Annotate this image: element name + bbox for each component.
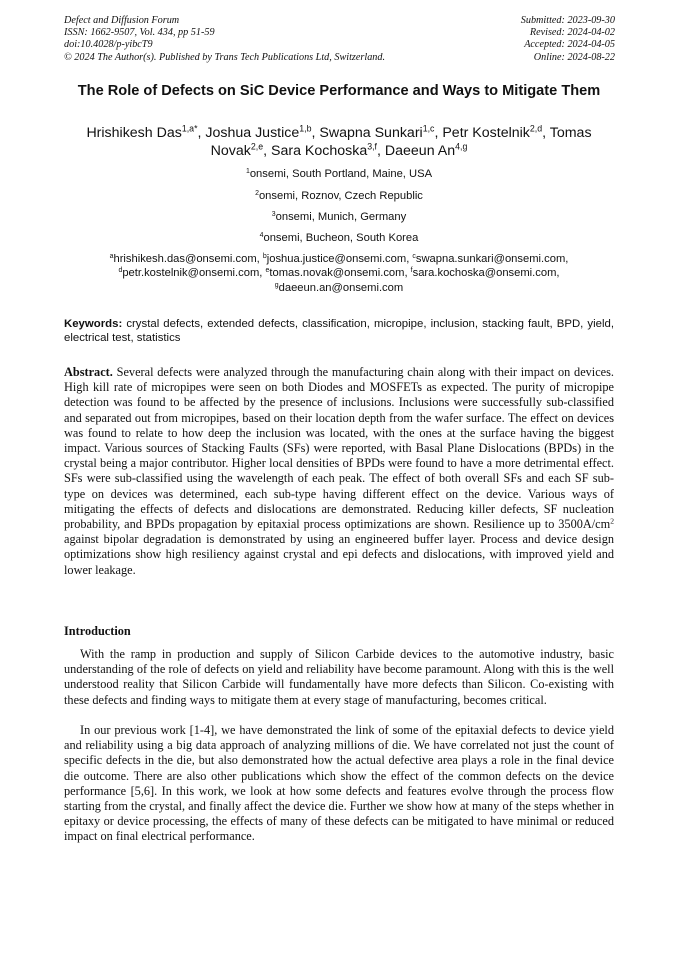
author-list: Hrishikesh Das$^{1,a*}$, Joshua Justice$^{1,b}$, Swapna Sunkari$^{1,c}$, Petr Kostelnik$^{2,d}$, Tomas Novak$^{2,e}$, Sara Kochoska$^{3,f}$, Daeeun An$^{4,g}$ — [86, 123, 592, 159]
email-mark: d — [118, 267, 123, 275]
email-link[interactable]: daeeun.an@onsemi.com — [278, 281, 404, 294]
author-affiliation-mark: 1,b — [299, 123, 312, 134]
intro-paragraph: With the ramp in production and supply of Silicon Carbide devices to the automotive industry, basic understanding of the role of defects on yield and reliability have become paramount. Along with this is the well understood reality that Silicon Carbide will fundamentally have more defects than Silicon. Co-existing with these defects and finding ways to mitigate them at every stage of manufacturing, becomes critical. — [64, 647, 614, 707]
email-link[interactable]: tomas.novak@onsemi.com — [269, 267, 405, 280]
intro-paragraph: In our previous work [1-4], we have demonstrated the link of some of the epitaxial defects to device yield and reliability using a big data approach of analyzing millions of die. We have correlated not just the count of specific defects in the die, but also demonstrated how the actual defective area plays a role in the final device die outcome. There are also other publications which show the effect of the common defects on the device performance [5,6]. In this work, we look at how some defects and features evolve through the process flow starting from the crystal, and finally affect the device die. Further we show how at many of the steps whether in epitaxy or device processing, the effects of many of these defects can be mitigated to have minimal or reduced impact on final electrical performance. — [64, 723, 614, 844]
affiliation-text: onsemi, Bucheon, South Korea — [263, 232, 419, 244]
email-mark: g — [274, 281, 279, 289]
email-link[interactable]: hrishikesh.das@onsemi.com — [113, 253, 257, 265]
affiliation-line — [60, 189, 618, 203]
email-mark: e — [265, 267, 270, 275]
affiliation-mark: 3 — [271, 210, 276, 218]
author-name: Joshua Justice — [205, 125, 300, 141]
submission-dates — [521, 15, 615, 64]
author-name: Hrishikesh Das — [86, 125, 182, 141]
email-mark: b — [262, 252, 267, 260]
abstract-block — [64, 365, 614, 578]
author-affiliation-mark: 3,f — [367, 141, 377, 152]
author-affiliation-mark: 1,c — [422, 123, 435, 134]
author-affiliation-mark: 2,d — [529, 123, 543, 134]
email-list: $^a$hrishikesh.das@onsemi.com, $^b$joshua.justice@onsemi.com, $^c$swapna.sunkari@onsemi.com, $^d$petr.kostelnik@onsemi.com, $^e$tomas.novak@onsemi.com, $^f$sara.kochoska@onsemi.com, $^g$daeeun.an@onsemi.com — [109, 252, 569, 294]
revised-date: Revised: 2024-04-02 — [529, 27, 615, 39]
paper-title: The Role of Defects on SiC Device Performance and Ways to Mitigate Them — [77, 83, 601, 99]
email-mark: f — [410, 267, 413, 275]
affiliation-mark: 1 — [245, 167, 250, 175]
journal-name: Defect and Diffusion Forum — [64, 15, 180, 26]
author-affiliation-mark: 1,a* — [181, 123, 198, 134]
affiliation-text: onsemi, Roznov, Czech Republic — [258, 190, 423, 202]
abstract-text-continued: against bipolar degradation is demonstrated by using an engineered buffer layer. Process and device design optimizations show high resiliency against crystal and epi defects and dislocations, with improved yield and lower leakage. — [64, 532, 614, 577]
author-name: Tomas Novak — [210, 125, 592, 159]
email-link[interactable]: sara.kochoska@onsemi.com — [412, 267, 557, 280]
abstract-label: Abstract. — [64, 365, 113, 379]
keywords-text: crystal defects, extended defects, classification, micropipe, inclusion, stacking fault, BPD, yield, electrical test, statistics — [64, 318, 614, 345]
copyright-line: © 2024 The Author(s). Published by Trans Tech Publications Ltd, Switzerland. — [64, 51, 386, 63]
affiliation-mark: 4 — [259, 231, 264, 239]
author-name: Swapna Sunkari — [319, 125, 423, 141]
accepted-date: Accepted: 2024-04-05 — [524, 39, 615, 51]
submitted-date: Submitted: 2023-09-30 — [520, 15, 615, 26]
email-mark: a — [109, 252, 114, 260]
author-affiliation-mark: 2,e — [250, 141, 264, 152]
author-name: Daeeun An — [384, 143, 456, 159]
author-name: Petr Kostelnik — [442, 125, 530, 141]
affiliation-line — [60, 231, 618, 245]
author-name: Sara Kochoska — [271, 143, 368, 159]
journal-issn: ISSN: 1662-9507, Vol. 434, pp 51-59 — [64, 27, 215, 39]
author-affiliation-mark: 4,g — [455, 141, 468, 152]
email-link[interactable]: petr.kostelnik@onsemi.com — [122, 267, 260, 280]
journal-doi: doi:10.4028/p-yibcT9 — [64, 39, 153, 51]
email-link[interactable]: swapna.sunkari@onsemi.com — [415, 253, 566, 265]
affiliation-text: onsemi, South Portland, Maine, USA — [249, 168, 433, 180]
email-link[interactable]: joshua.justice@onsemi.com — [266, 253, 407, 265]
affiliation-line — [60, 210, 618, 224]
affiliation-text: onsemi, Munich, Germany — [275, 211, 407, 223]
online-date: Online: 2024-08-22 — [533, 51, 615, 63]
email-mark: c — [412, 252, 416, 260]
section-heading-introduction: Introduction — [64, 624, 131, 638]
journal-info — [64, 15, 385, 64]
affiliation-line — [60, 167, 618, 181]
abstract-text: Several defects were analyzed through the manufacturing chain along with their impact on devices. High kill rate of micropipes were seen on both Diodes and MOSFETs as expected. The purity of micropipe detection was found to be affected by the presence of inclusions. Inclusions were successfully sub-classified and separated out from micropipes, based on their location depth from the wafer surface. The effect on devices was found to relate to how deep the inclusion was located, with the ones at the surface having the biggest impact. Various sources of Stacking Faults (SFs) were reported, with Basal Plane Dislocations (BPDs) in the crystal being a major contributor. Higher local densities of BPDs were found to have a more detrimental effect. SFs were sub-classified using the wavelength of each peak. The effect of both overall SFs and each SF sub-type on devices was determined, each sub-type having different effect on the device. Various ways of mitigating the effects of defects and dislocations are demonstrated. Reducing killer defects, SF nucleation probability, and BPDs propagation by epitaxial process optimizations are shown. Resilience up to 3500A/cm — [64, 365, 614, 532]
abstract-superscript: 2 — [610, 516, 614, 526]
affiliation-mark: 2 — [255, 189, 259, 197]
keywords-label: Keywords: — [64, 318, 123, 330]
keywords-block — [64, 317, 614, 346]
